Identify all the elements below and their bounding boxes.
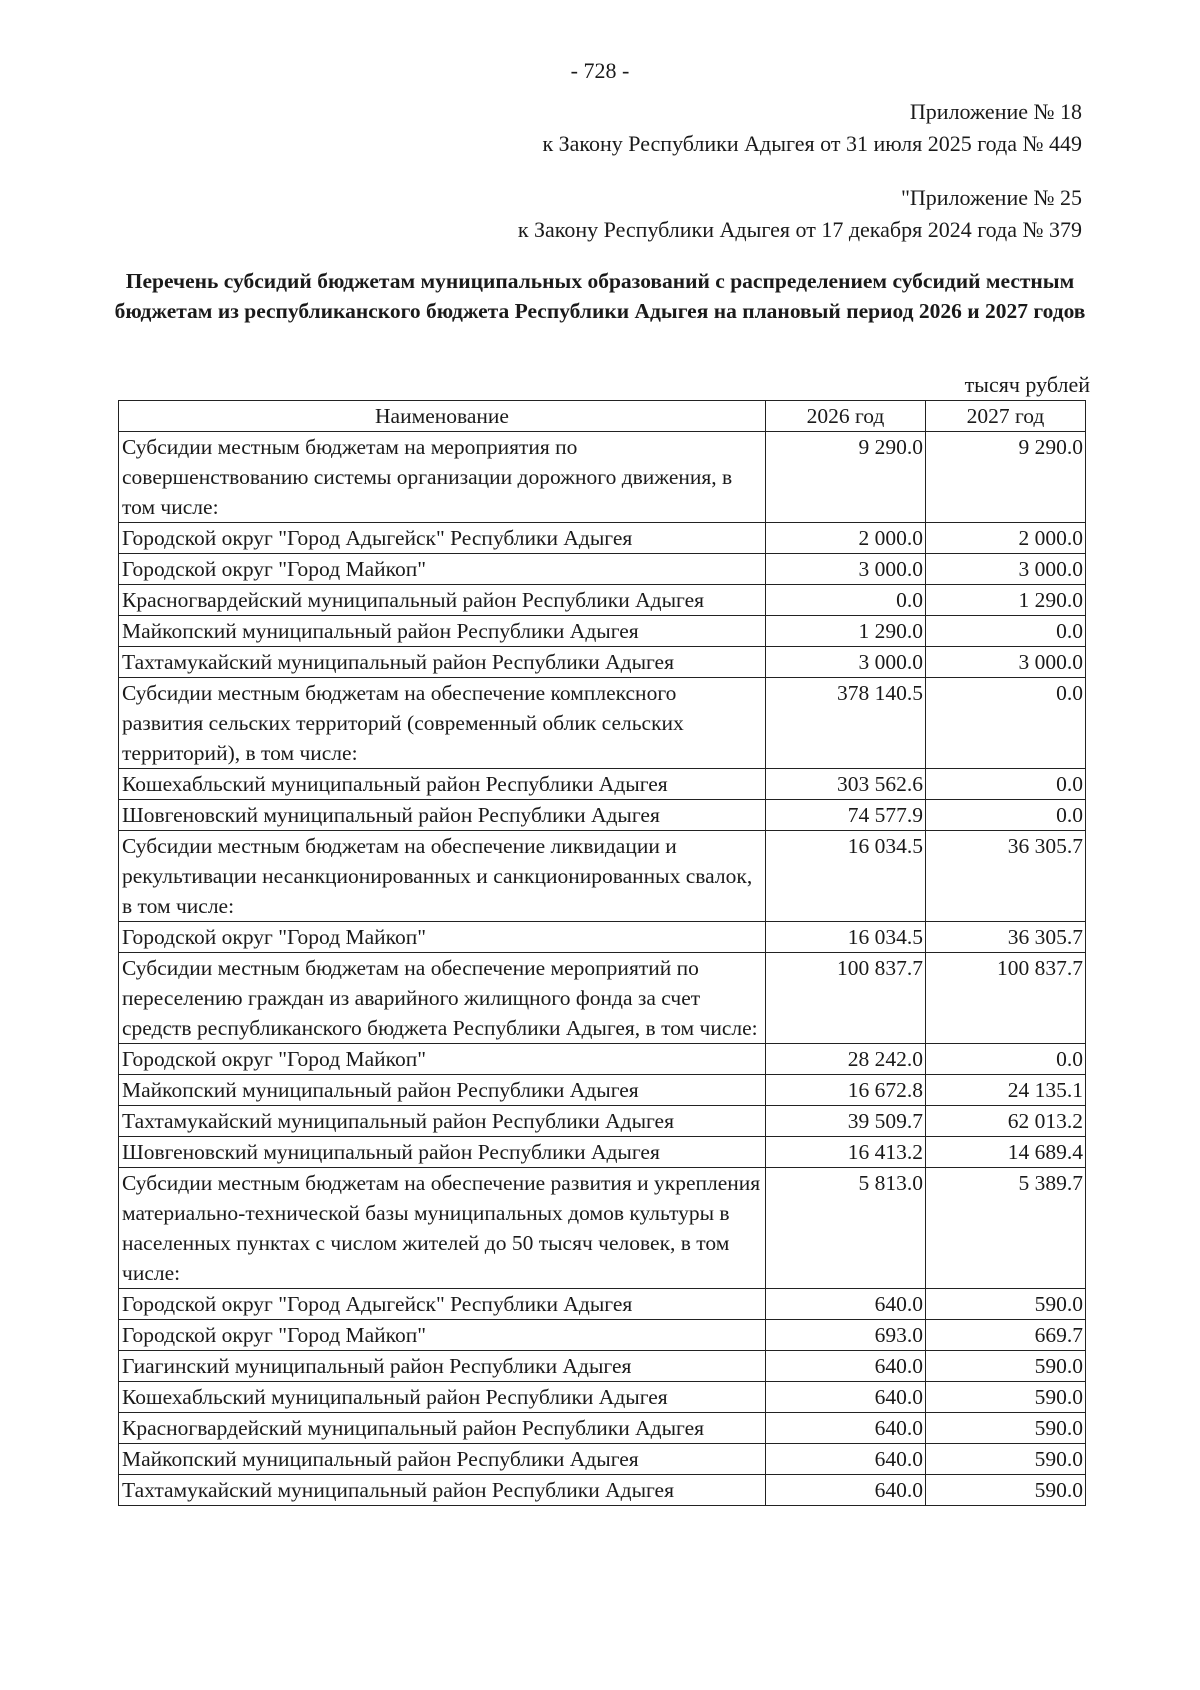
document-title: Перечень субсидий бюджетам муниципальных образований с распределением субсидий местным бюджетам из республиканского бюджета Республики Адыгея на плановый период 2026 и 2027 годов bbox=[114, 269, 1086, 323]
table-row bbox=[119, 585, 1086, 616]
table-row bbox=[119, 1044, 1086, 1075]
row-name-cell: Гиагинский муниципальный район Республики Адыгея bbox=[119, 1351, 766, 1382]
row-2027-cell: 590.0 bbox=[926, 1413, 1086, 1444]
row-2026-cell: 16 672.8 bbox=[766, 1075, 926, 1106]
table-row bbox=[119, 1075, 1086, 1106]
table-row bbox=[119, 616, 1086, 647]
row-name-cell: Красногвардейский муниципальный район Республики Адыгея bbox=[119, 1413, 766, 1444]
row-2027-cell: 590.0 bbox=[926, 1382, 1086, 1413]
row-2026-cell: 640.0 bbox=[766, 1351, 926, 1382]
row-2026-cell: 640.0 bbox=[766, 1289, 926, 1320]
row-name-cell: Кошехабльский муниципальный район Республики Адыгея bbox=[119, 1382, 766, 1413]
appendix-current-law: к Закону Республики Адыгея от 31 июля 2025 года № 449 bbox=[542, 131, 1082, 156]
row-2026-cell: 0.0 bbox=[766, 585, 926, 616]
appendix-current bbox=[542, 96, 1082, 160]
row-name-cell: Майкопский муниципальный район Республики Адыгея bbox=[119, 1444, 766, 1475]
row-2027-cell: 590.0 bbox=[926, 1289, 1086, 1320]
table-row bbox=[119, 953, 1086, 1044]
units-label: тысяч рублей bbox=[964, 372, 1090, 397]
row-2026-cell: 303 562.6 bbox=[766, 769, 926, 800]
row-2026-cell: 378 140.5 bbox=[766, 678, 926, 769]
row-2027-cell: 0.0 bbox=[926, 1044, 1086, 1075]
table-row bbox=[119, 1137, 1086, 1168]
row-name-cell: Тахтамукайский муниципальный район Республики Адыгея bbox=[119, 1106, 766, 1137]
table-row bbox=[119, 1444, 1086, 1475]
table-row bbox=[119, 1413, 1086, 1444]
row-2027-cell: 1 290.0 bbox=[926, 585, 1086, 616]
row-2027-cell: 14 689.4 bbox=[926, 1137, 1086, 1168]
row-2027-cell: 590.0 bbox=[926, 1444, 1086, 1475]
row-2027-cell: 590.0 bbox=[926, 1351, 1086, 1382]
table-row bbox=[119, 769, 1086, 800]
row-2027-cell: 3 000.0 bbox=[926, 554, 1086, 585]
appendix-amended bbox=[518, 182, 1082, 246]
row-2027-cell: 590.0 bbox=[926, 1475, 1086, 1506]
table-row bbox=[119, 800, 1086, 831]
table-row bbox=[119, 922, 1086, 953]
row-name-cell: Городской округ "Город Майкоп" bbox=[119, 554, 766, 585]
row-name-cell: Субсидии местным бюджетам на мероприятия по совершенствованию системы организации дорожного движения, в том числе: bbox=[119, 432, 766, 523]
row-2027-cell: 100 837.7 bbox=[926, 953, 1086, 1044]
table-row bbox=[119, 1289, 1086, 1320]
row-name-cell: Красногвардейский муниципальный район Республики Адыгея bbox=[119, 585, 766, 616]
row-2027-cell: 0.0 bbox=[926, 616, 1086, 647]
column-header-2026: 2026 год bbox=[766, 401, 926, 432]
table-row bbox=[119, 432, 1086, 523]
row-2027-cell: 0.0 bbox=[926, 769, 1086, 800]
row-2026-cell: 74 577.9 bbox=[766, 800, 926, 831]
table-row bbox=[119, 523, 1086, 554]
row-2027-cell: 24 135.1 bbox=[926, 1075, 1086, 1106]
row-name-cell: Субсидии местным бюджетам на обеспечение развития и укрепления материально-технической базы муниципальных домов культуры в населенных пунктах с числом жителей до 50 тысяч человек, в том числе: bbox=[119, 1168, 766, 1289]
appendix-amended-law: к Закону Республики Адыгея от 17 декабря 2024 года № 379 bbox=[517, 217, 1082, 242]
row-2027-cell: 9 290.0 bbox=[926, 432, 1086, 523]
column-header-2027: 2027 год bbox=[926, 401, 1086, 432]
table-row bbox=[119, 554, 1086, 585]
row-2027-cell: 669.7 bbox=[926, 1320, 1086, 1351]
table-row bbox=[119, 678, 1086, 769]
row-name-cell: Городской округ "Город Майкоп" bbox=[119, 1044, 766, 1075]
column-header-name: Наименование bbox=[119, 401, 766, 432]
row-name-cell: Городской округ "Город Майкоп" bbox=[119, 1320, 766, 1351]
row-2026-cell: 1 290.0 bbox=[766, 616, 926, 647]
row-name-cell: Шовгеновский муниципальный район Республики Адыгея bbox=[119, 1137, 766, 1168]
row-2027-cell: 62 013.2 bbox=[926, 1106, 1086, 1137]
row-2026-cell: 640.0 bbox=[766, 1413, 926, 1444]
appendix-amended-number: "Приложение № 25 bbox=[900, 185, 1082, 210]
row-name-cell: Тахтамукайский муниципальный район Республики Адыгея bbox=[119, 1475, 766, 1506]
table-row bbox=[119, 647, 1086, 678]
row-2026-cell: 693.0 bbox=[766, 1320, 926, 1351]
table-row bbox=[119, 1320, 1086, 1351]
subsidies-table bbox=[118, 400, 1086, 1506]
page-number: - 728 - bbox=[570, 58, 630, 83]
row-2026-cell: 640.0 bbox=[766, 1382, 926, 1413]
table-header-row bbox=[119, 401, 1086, 432]
row-2026-cell: 16 034.5 bbox=[766, 922, 926, 953]
row-2027-cell: 36 305.7 bbox=[926, 831, 1086, 922]
row-name-cell: Майкопский муниципальный район Республики Адыгея bbox=[119, 616, 766, 647]
row-name-cell: Субсидии местным бюджетам на обеспечение мероприятий по переселению граждан из аварийного жилищного фонда за счет средств республиканского бюджета Республики Адыгея, в том числе: bbox=[119, 953, 766, 1044]
row-name-cell: Городской округ "Город Адыгейск" Республики Адыгея bbox=[119, 523, 766, 554]
row-name-cell: Субсидии местным бюджетам на обеспечение ликвидации и рекультивации несанкционированных и санкционированных свалок, в том числе: bbox=[119, 831, 766, 922]
table-row bbox=[119, 1382, 1086, 1413]
table-row bbox=[119, 1475, 1086, 1506]
row-2027-cell: 0.0 bbox=[926, 800, 1086, 831]
row-2027-cell: 2 000.0 bbox=[926, 523, 1086, 554]
row-2026-cell: 640.0 bbox=[766, 1444, 926, 1475]
row-2027-cell: 5 389.7 bbox=[926, 1168, 1086, 1289]
row-2026-cell: 100 837.7 bbox=[766, 953, 926, 1044]
row-2026-cell: 16 034.5 bbox=[766, 831, 926, 922]
row-name-cell: Городской округ "Город Адыгейск" Республики Адыгея bbox=[119, 1289, 766, 1320]
row-2026-cell: 3 000.0 bbox=[766, 554, 926, 585]
row-name-cell: Тахтамукайский муниципальный район Республики Адыгея bbox=[119, 647, 766, 678]
row-2026-cell: 9 290.0 bbox=[766, 432, 926, 523]
table-row bbox=[119, 1351, 1086, 1382]
row-name-cell: Городской округ "Город Майкоп" bbox=[119, 922, 766, 953]
row-2026-cell: 3 000.0 bbox=[766, 647, 926, 678]
row-2026-cell: 5 813.0 bbox=[766, 1168, 926, 1289]
row-2027-cell: 3 000.0 bbox=[926, 647, 1086, 678]
row-name-cell: Шовгеновский муниципальный район Республики Адыгея bbox=[119, 800, 766, 831]
row-2026-cell: 39 509.7 bbox=[766, 1106, 926, 1137]
row-2027-cell: 0.0 bbox=[926, 678, 1086, 769]
appendix-current-number: Приложение № 18 bbox=[909, 99, 1082, 124]
row-2026-cell: 640.0 bbox=[766, 1475, 926, 1506]
row-2026-cell: 28 242.0 bbox=[766, 1044, 926, 1075]
row-name-cell: Субсидии местным бюджетам на обеспечение комплексного развития сельских территорий (современный облик сельских территорий), в том числе: bbox=[119, 678, 766, 769]
table-row bbox=[119, 831, 1086, 922]
table-row bbox=[119, 1168, 1086, 1289]
row-2027-cell: 36 305.7 bbox=[926, 922, 1086, 953]
row-name-cell: Кошехабльский муниципальный район Республики Адыгея bbox=[119, 769, 766, 800]
table-row bbox=[119, 1106, 1086, 1137]
row-2026-cell: 16 413.2 bbox=[766, 1137, 926, 1168]
row-2026-cell: 2 000.0 bbox=[766, 523, 926, 554]
row-name-cell: Майкопский муниципальный район Республики Адыгея bbox=[119, 1075, 766, 1106]
